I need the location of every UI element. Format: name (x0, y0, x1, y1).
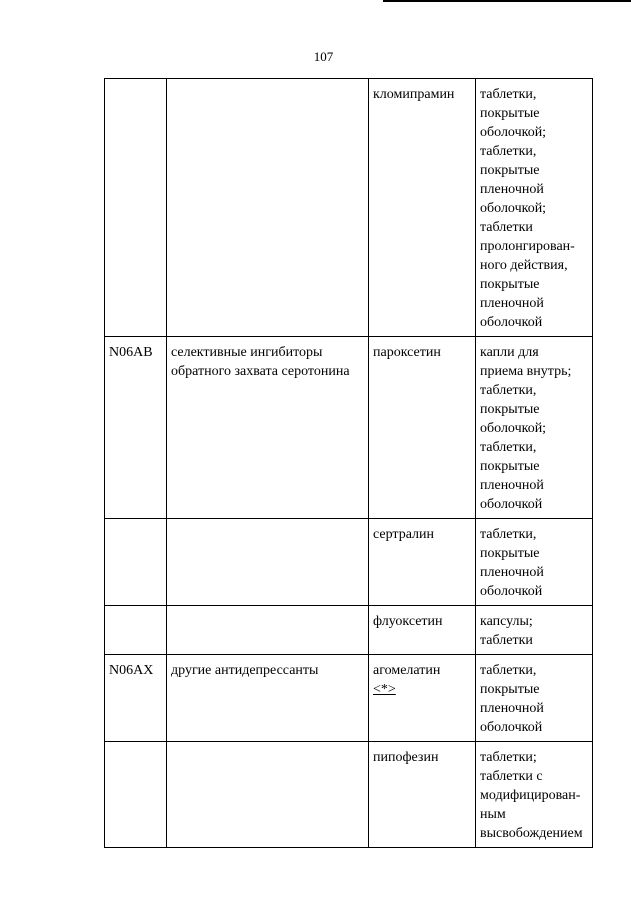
table-row (105, 337, 593, 519)
dosage-forms-cell: капли для приема внутрь; таблетки, покрытые оболочкой; таблетки, покрытые пленочной оболочкой (476, 337, 593, 519)
atc-code-cell: N06AB (105, 337, 167, 519)
table-row (105, 655, 593, 742)
drug-cell: пароксетин (369, 337, 476, 519)
group-cell: селективные ингибиторы обратного захвата серотонина (167, 337, 369, 519)
table-row (105, 79, 593, 337)
group-cell: другие антидепрессанты (167, 655, 369, 742)
drug-cell: флуоксетин (369, 606, 476, 655)
dosage-forms-cell: таблетки, покрытые пленочной оболочкой (476, 519, 593, 606)
group-cell (167, 79, 369, 337)
atc-code-cell (105, 742, 167, 848)
group-cell (167, 606, 369, 655)
drug-cell: агомелатин <*> (369, 655, 476, 742)
top-rule (383, 0, 631, 2)
atc-code-cell (105, 79, 167, 337)
drug-cell: кломипрамин (369, 79, 476, 337)
dosage-forms-cell: капсулы; таблетки (476, 606, 593, 655)
page-number: 107 (313, 49, 334, 64)
dosage-forms-cell: таблетки; таблетки с модифицирован- ным высвобождением (476, 742, 593, 848)
atc-code-cell: N06AX (105, 655, 167, 742)
atc-code-cell (105, 519, 167, 606)
table-row (105, 606, 593, 655)
dosage-forms-cell: таблетки, покрытые пленочной оболочкой (476, 655, 593, 742)
drug-cell: сертралин (369, 519, 476, 606)
dosage-forms-cell: таблетки, покрытые оболочкой; таблетки, покрытые пленочной оболочкой; таблетки пролонгирован- ного действия, покрытые пленочной оболочкой (476, 79, 593, 337)
drug-cell: пипофезин (369, 742, 476, 848)
group-cell (167, 519, 369, 606)
table-row (105, 742, 593, 848)
footnote-link[interactable]: <*> (373, 682, 396, 697)
atc-code-cell (105, 606, 167, 655)
group-cell (167, 742, 369, 848)
table-row (105, 519, 593, 606)
drug-table (104, 78, 593, 848)
